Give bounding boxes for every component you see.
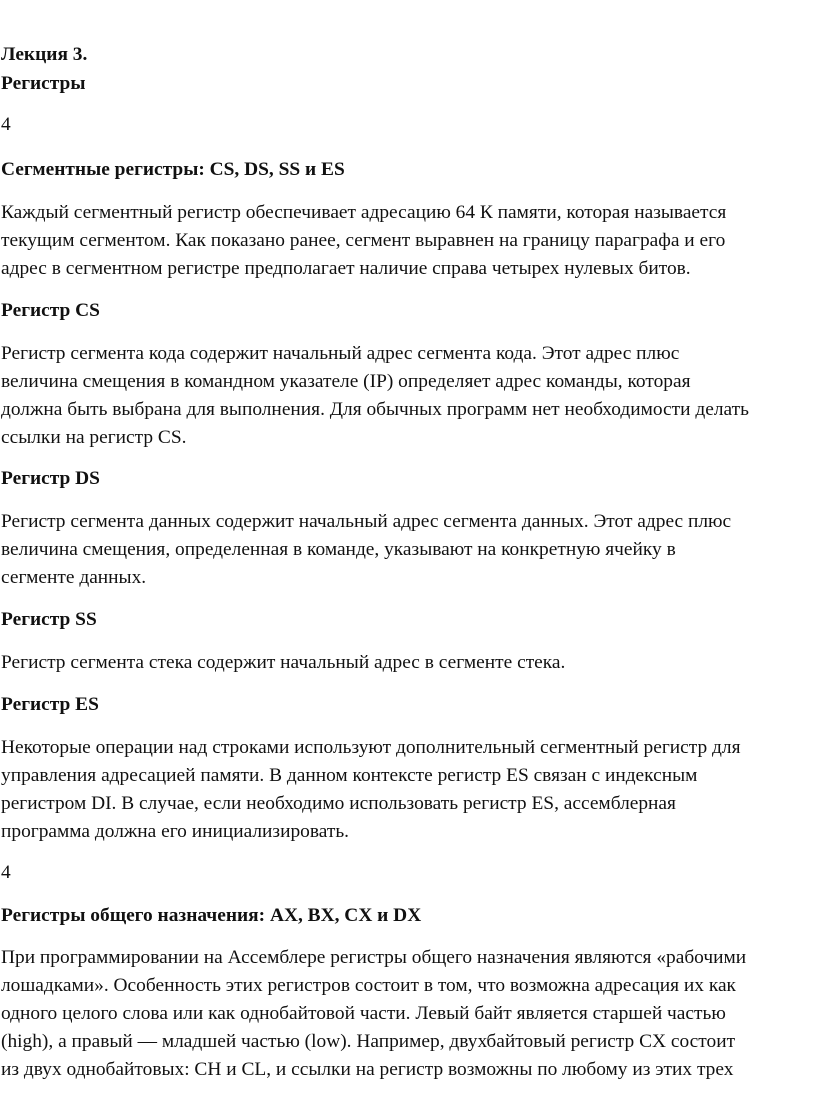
paragraph-line: управления адресацией памяти. В данном контексте регистр ES связан с индексным xyxy=(1,765,698,786)
paragraph-line: (high), а правый — младшей частью (low). Например, двухбайтовый регистр CX состоит xyxy=(1,1031,736,1052)
paragraph-line: величина смещения, определенная в команде, указывают на конкретную ячейку в xyxy=(1,539,676,560)
paragraph-line: программа должна его инициализировать. xyxy=(1,821,350,842)
page-marker: 4 xyxy=(1,862,11,883)
paragraph-line: одного целого слова или как однобайтовой части. Левый байт является старшей частью xyxy=(1,1003,726,1024)
section-heading-general: Регистры общего назначения: AX, BX, CX и DX xyxy=(1,905,422,926)
lecture-title: Лекция 3. xyxy=(1,44,88,65)
section-heading-cs: Регистр CS xyxy=(1,300,100,321)
paragraph-line: Регистр сегмента данных содержит начальный адрес сегмента данных. Этот адрес плюс xyxy=(1,511,732,532)
paragraph-line: величина смещения в командном указателе (IP) определяет адрес команды, которая xyxy=(1,371,691,392)
paragraph-line: из двух однобайтовых: CH и CL, и ссылки на регистр возможны по любому из этих трех xyxy=(1,1059,734,1080)
paragraph-line: сегменте данных. xyxy=(1,567,147,588)
paragraph-line: регистром DI. В случае, если необходимо использовать регистр ES, ассемблерная xyxy=(1,793,676,814)
section-heading-ss: Регистр SS xyxy=(1,609,97,630)
section-heading-segment: Сегментные регистры: CS, DS, SS и ES xyxy=(1,159,345,180)
section-heading-es: Регистр ES xyxy=(1,694,99,715)
paragraph-line: При программировании на Ассемблере регистры общего назначения являются «рабочими xyxy=(1,947,747,968)
paragraph-line: Регистр сегмента кода содержит начальный адрес сегмента кода. Этот адрес плюс xyxy=(1,343,680,364)
paragraph-line: лошадками». Особенность этих регистров состоит в том, что возможна адресация их как xyxy=(1,975,736,996)
paragraph-line: должна быть выбрана для выполнения. Для обычных программ нет необходимости делать xyxy=(1,399,749,420)
paragraph-line: Некоторые операции над строками используют дополнительный сегментный регистр для xyxy=(1,737,741,758)
paragraph-line: Регистр сегмента стека содержит начальный адрес в сегменте стека. xyxy=(1,652,566,673)
page-marker: 4 xyxy=(1,114,11,135)
paragraph-line: Каждый сегментный регистр обеспечивает адресацию 64 К памяти, которая называется xyxy=(1,202,727,223)
section-heading-ds: Регистр DS xyxy=(1,468,100,489)
paragraph-line: адрес в сегментном регистре предполагает наличие справа четырех нулевых битов. xyxy=(1,258,691,279)
paragraph-line: ссылки на регистр CS. xyxy=(1,427,187,448)
paragraph-line: текущим сегментом. Как показано ранее, сегмент выравнен на границу параграфа и его xyxy=(1,230,726,251)
lecture-topic: Регистры xyxy=(1,73,86,94)
